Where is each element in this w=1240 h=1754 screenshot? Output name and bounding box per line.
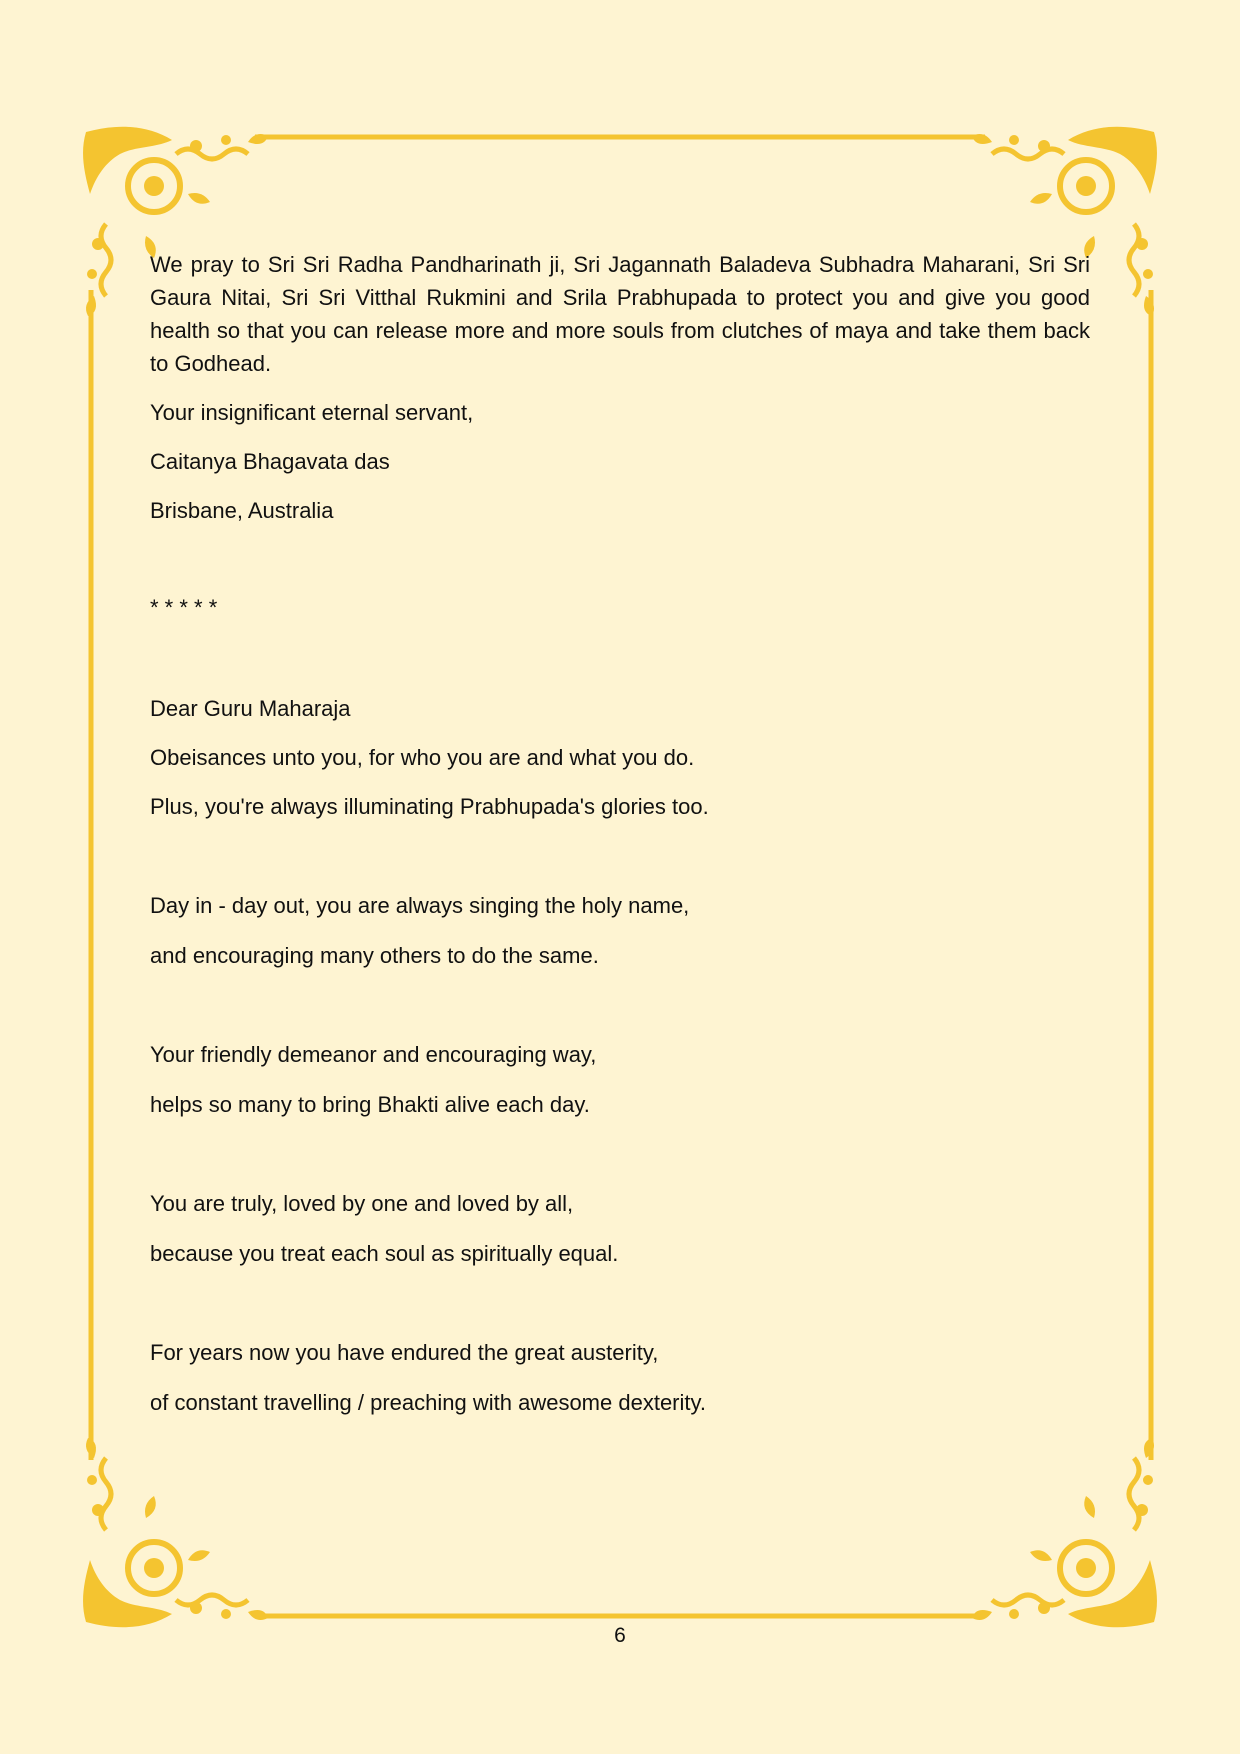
poem-line: Plus, you're always illuminating Prabhupada's glories too.	[150, 794, 709, 819]
corner-ornament-bottom-left	[83, 1438, 268, 1627]
closing-line: Your insignificant eternal servant,	[150, 400, 474, 425]
poem-stanza	[150, 889, 1090, 972]
page-number: 6	[614, 1624, 626, 1647]
salutation: Dear Guru Maharaja	[150, 696, 351, 721]
poem-line: Day in - day out, you are always singing the holy name,	[150, 893, 690, 918]
prayer-paragraph: We pray to Sri Sri Radha Pandharinath ji, Sri Jagannath Baladeva Subhadra Maharani, Sri Sri Gaura Nitai, Sri Sri Vitthal Rukmini and Srila Prabhupada to protect you and give you good health so that you can release more and more souls from clutches of maya and take them back to Godhead.	[150, 252, 1090, 376]
poem-stanza	[150, 1187, 1090, 1270]
poem-stanza	[150, 1336, 1090, 1419]
poem-line: of constant travelling / preaching with awesome dexterity.	[150, 1390, 706, 1415]
poem-line: For years now you have endured the great austerity,	[150, 1340, 659, 1365]
poem-line: Your friendly demeanor and encouraging way,	[150, 1042, 597, 1067]
corner-ornament-bottom-right	[972, 1438, 1157, 1627]
poem-stanza	[150, 1038, 1090, 1121]
letter-content	[150, 248, 1090, 1419]
poem-line: You are truly, loved by one and loved by all,	[150, 1191, 574, 1216]
signature-location: Brisbane, Australia	[150, 498, 334, 523]
poem-line: because you treat each soul as spiritually equal.	[150, 1241, 619, 1266]
poem-line: and encouraging many others to do the same.	[150, 943, 599, 968]
signature-name: Caitanya Bhagavata das	[150, 449, 390, 474]
poem-line: Obeisances unto you, for who you are and what you do.	[150, 745, 695, 770]
poem-stanza	[150, 741, 1090, 823]
section-separator: * * * * *	[150, 595, 218, 620]
poem-line: helps so many to bring Bhakti alive each day.	[150, 1092, 590, 1117]
